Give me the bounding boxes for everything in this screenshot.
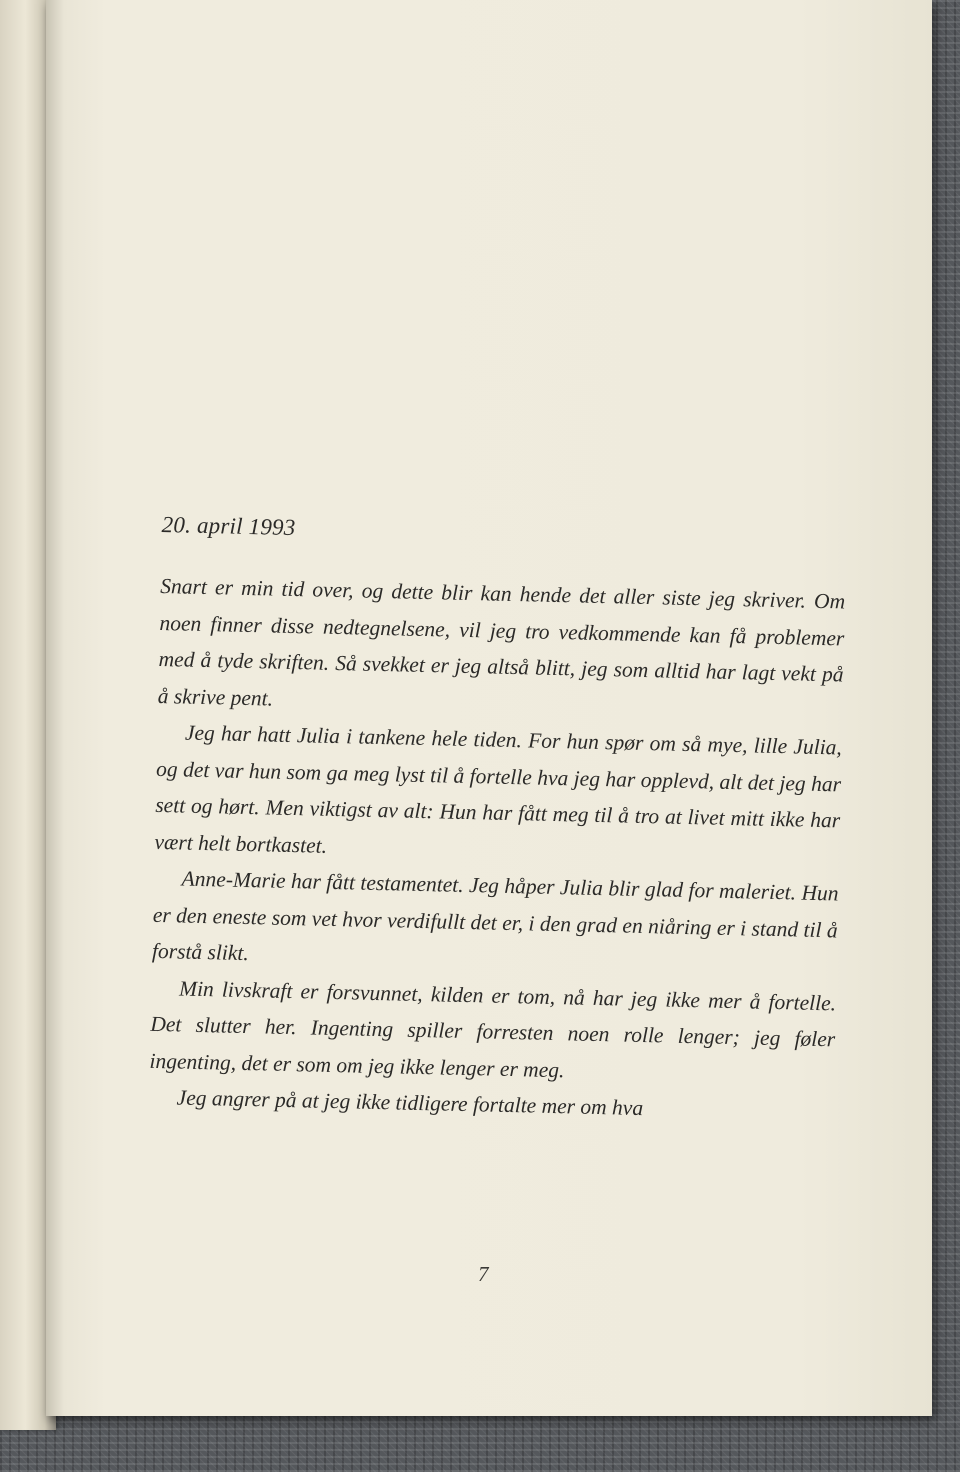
book-page: [46, 0, 932, 1416]
paragraph-5: Jeg angrer på at jeg ikke tidligere fortalte mer om hva: [176, 1085, 644, 1121]
page-number: 7: [478, 1262, 489, 1286]
paragraph-3: Anne-Marie har fått testamentet. Jeg håper Julia blir glad for maleriet. Hun er den eneste som vet hvor verdifullt det er, i den grad en niåring er i stand til å forstå slikt.: [151, 866, 839, 966]
entry-date: 20. april 1993: [161, 512, 296, 541]
diary-entry: [148, 512, 847, 1131]
paragraph-4: Min livskraft er forsvunnet, kilden er tom, nå har jeg ikke mer å fortelle. Det slutter her. Ingenting spiller forresten noen rolle lenger; jeg føler ingenting, det er som om jeg ikke lenger er meg.: [149, 976, 837, 1082]
paragraph-2: Jeg har hatt Julia i tankene hele tiden. For hun spør om så mye, lille Julia, og det var hun som ga meg lyst til å fortelle hva jeg har opplevd, alt det jeg har sett og hørt. Men viktigst av alt: Hun har fått meg til å tro at livet mitt ikke har vært helt bortkastet.: [154, 720, 843, 858]
paragraph-1: Snart er min tid over, og dette blir kan hende det aller siste jeg skriver. Om noen finner disse nedtegnelsene, vil jeg tro vedkommende kan få problemer med å tyde skriften. Så svekket er jeg altså blitt, jeg som alltid har lagt vekt på å skrive pent.: [157, 573, 846, 711]
